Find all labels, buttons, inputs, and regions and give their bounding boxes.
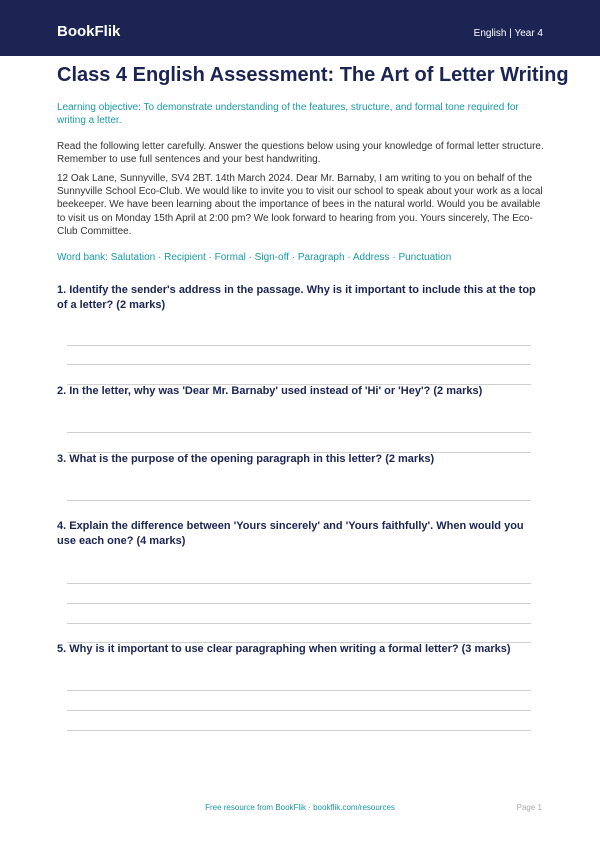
answer-line[interactable] [67,623,531,624]
answer-line[interactable] [67,730,531,731]
answer-line[interactable] [67,603,531,604]
answer-line[interactable] [67,710,531,711]
page-number: Page 1 [516,803,542,812]
question-5: 5. Why is it important to use clear paragraphing when writing a formal letter? (3 marks) [57,643,511,655]
learning-objective: Learning objective: To demonstrate understanding of the features, structure, and formal tone required for writing a letter. [57,102,519,126]
letter-passage: 12 Oak Lane, Sunnyville, SV4 2BT. 14th March 2024. Dear Mr. Barnaby, I am writing to you on behalf of the Sunnyville School Eco-Club. We would like to invite you to visit our school to speak about your work as a local beekeeper. We have been learning about the importance of bees in the natural world. Would you be available to visit us on Monday 15th April at 2:00 pm? We look forward to hearing from you. Yours sincerely, The Eco-Club Committee. [57,173,543,237]
header-bar [0,0,600,56]
question-1: 1. Identify the sender's address in the passage. Why is it important to include this at the top of a letter? (2 marks) [57,284,536,311]
subject-year-label: English | Year 4 [473,28,543,39]
question-4: 4. Explain the difference between 'Yours sincerely' and 'Yours faithfully'. When would you use each one? (4 marks) [57,520,524,547]
answer-line[interactable] [67,500,531,501]
question-3: 3. What is the purpose of the opening paragraph in this letter? (2 marks) [57,453,435,465]
page-title: Class 4 English Assessment: The Art of Letter Writing [57,64,569,86]
answer-line[interactable] [67,432,531,433]
answer-line[interactable] [67,690,531,691]
answer-line[interactable] [67,583,531,584]
footer-resource-link[interactable]: Free resource from BookFlik · bookflik.com/resources [205,803,395,812]
brand-logo[interactable]: BookFlik [57,23,121,40]
instructions: Read the following letter carefully. Answer the questions below using your knowledge of formal letter structure. Remember to use full sentences and your best handwriting. [57,141,544,165]
word-bank: Word bank: Salutation · Recipient · Formal · Sign-off · Paragraph · Address · Punctuation [57,252,452,263]
answer-line[interactable] [67,345,531,346]
answer-line[interactable] [67,364,531,365]
question-2: 2. In the letter, why was 'Dear Mr. Barnaby' used instead of 'Hi' or 'Hey'? (2 marks) [57,385,483,397]
